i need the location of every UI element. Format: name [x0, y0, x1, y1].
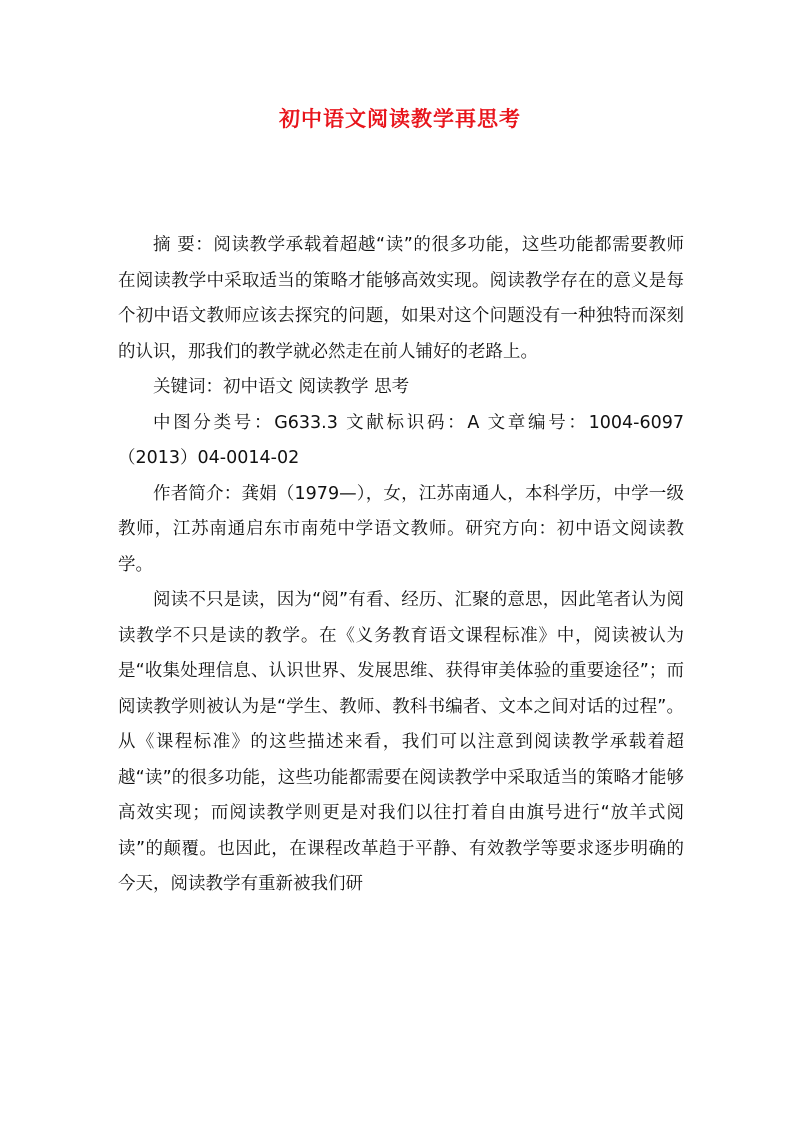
keywords-paragraph: 关键词：初中语文 阅读教学 思考: [153, 377, 410, 397]
abstract-paragraph: 摘 要：阅读教学承载着超越“读”的很多功能，这些功能都需要教师在阅读教学中采取适当的策略才能够高效实现。阅读教学存在的意义是每个初中语文教师应该去探究的问题，如果对这个问题没有一种独特而深刻的认识，那我们的教学就必然走在前人铺好的老路上。: [118, 235, 684, 362]
document-title: 初中语文阅读教学再思考: [279, 106, 521, 131]
classification-paragraph: 中图分类号：G633.3 文献标识码：A 文章编号：1004-6097（2013）04-0014-02: [118, 412, 684, 468]
author-intro-paragraph: 作者简介：龚娟（1979—），女，江苏南通人，本科学历，中学一级教师，江苏南通启东市南苑中学语文教师。研究方向：初中语文阅读教学。: [118, 483, 684, 575]
body-paragraph: 阅读不只是读，因为“阅”有看、经历、汇聚的意思，因此笔者认为阅读教学不只是读的教学。在《义务教育语文课程标准》中，阅读被认为是“收集处理信息、认识世界、发展思维、获得审美体验的重要途径”；而阅读教学则被认为是“学生、教师、教科书编者、文本之间对话的过程”。从《课程标准》的这些描述来看，我们可以注意到阅读教学承载着超越“读”的很多功能，这些功能都需要在阅读教学中采取适当的策略才能够高效实现；而阅读教学则更是对我们以往打着自由旗号进行“放羊式阅读”的颠覆。也因此，在课程改革趋于平静、有效教学等要求逐步明确的今天，阅读教学有重新被我们研: [118, 590, 684, 894]
document-body: [118, 228, 684, 903]
